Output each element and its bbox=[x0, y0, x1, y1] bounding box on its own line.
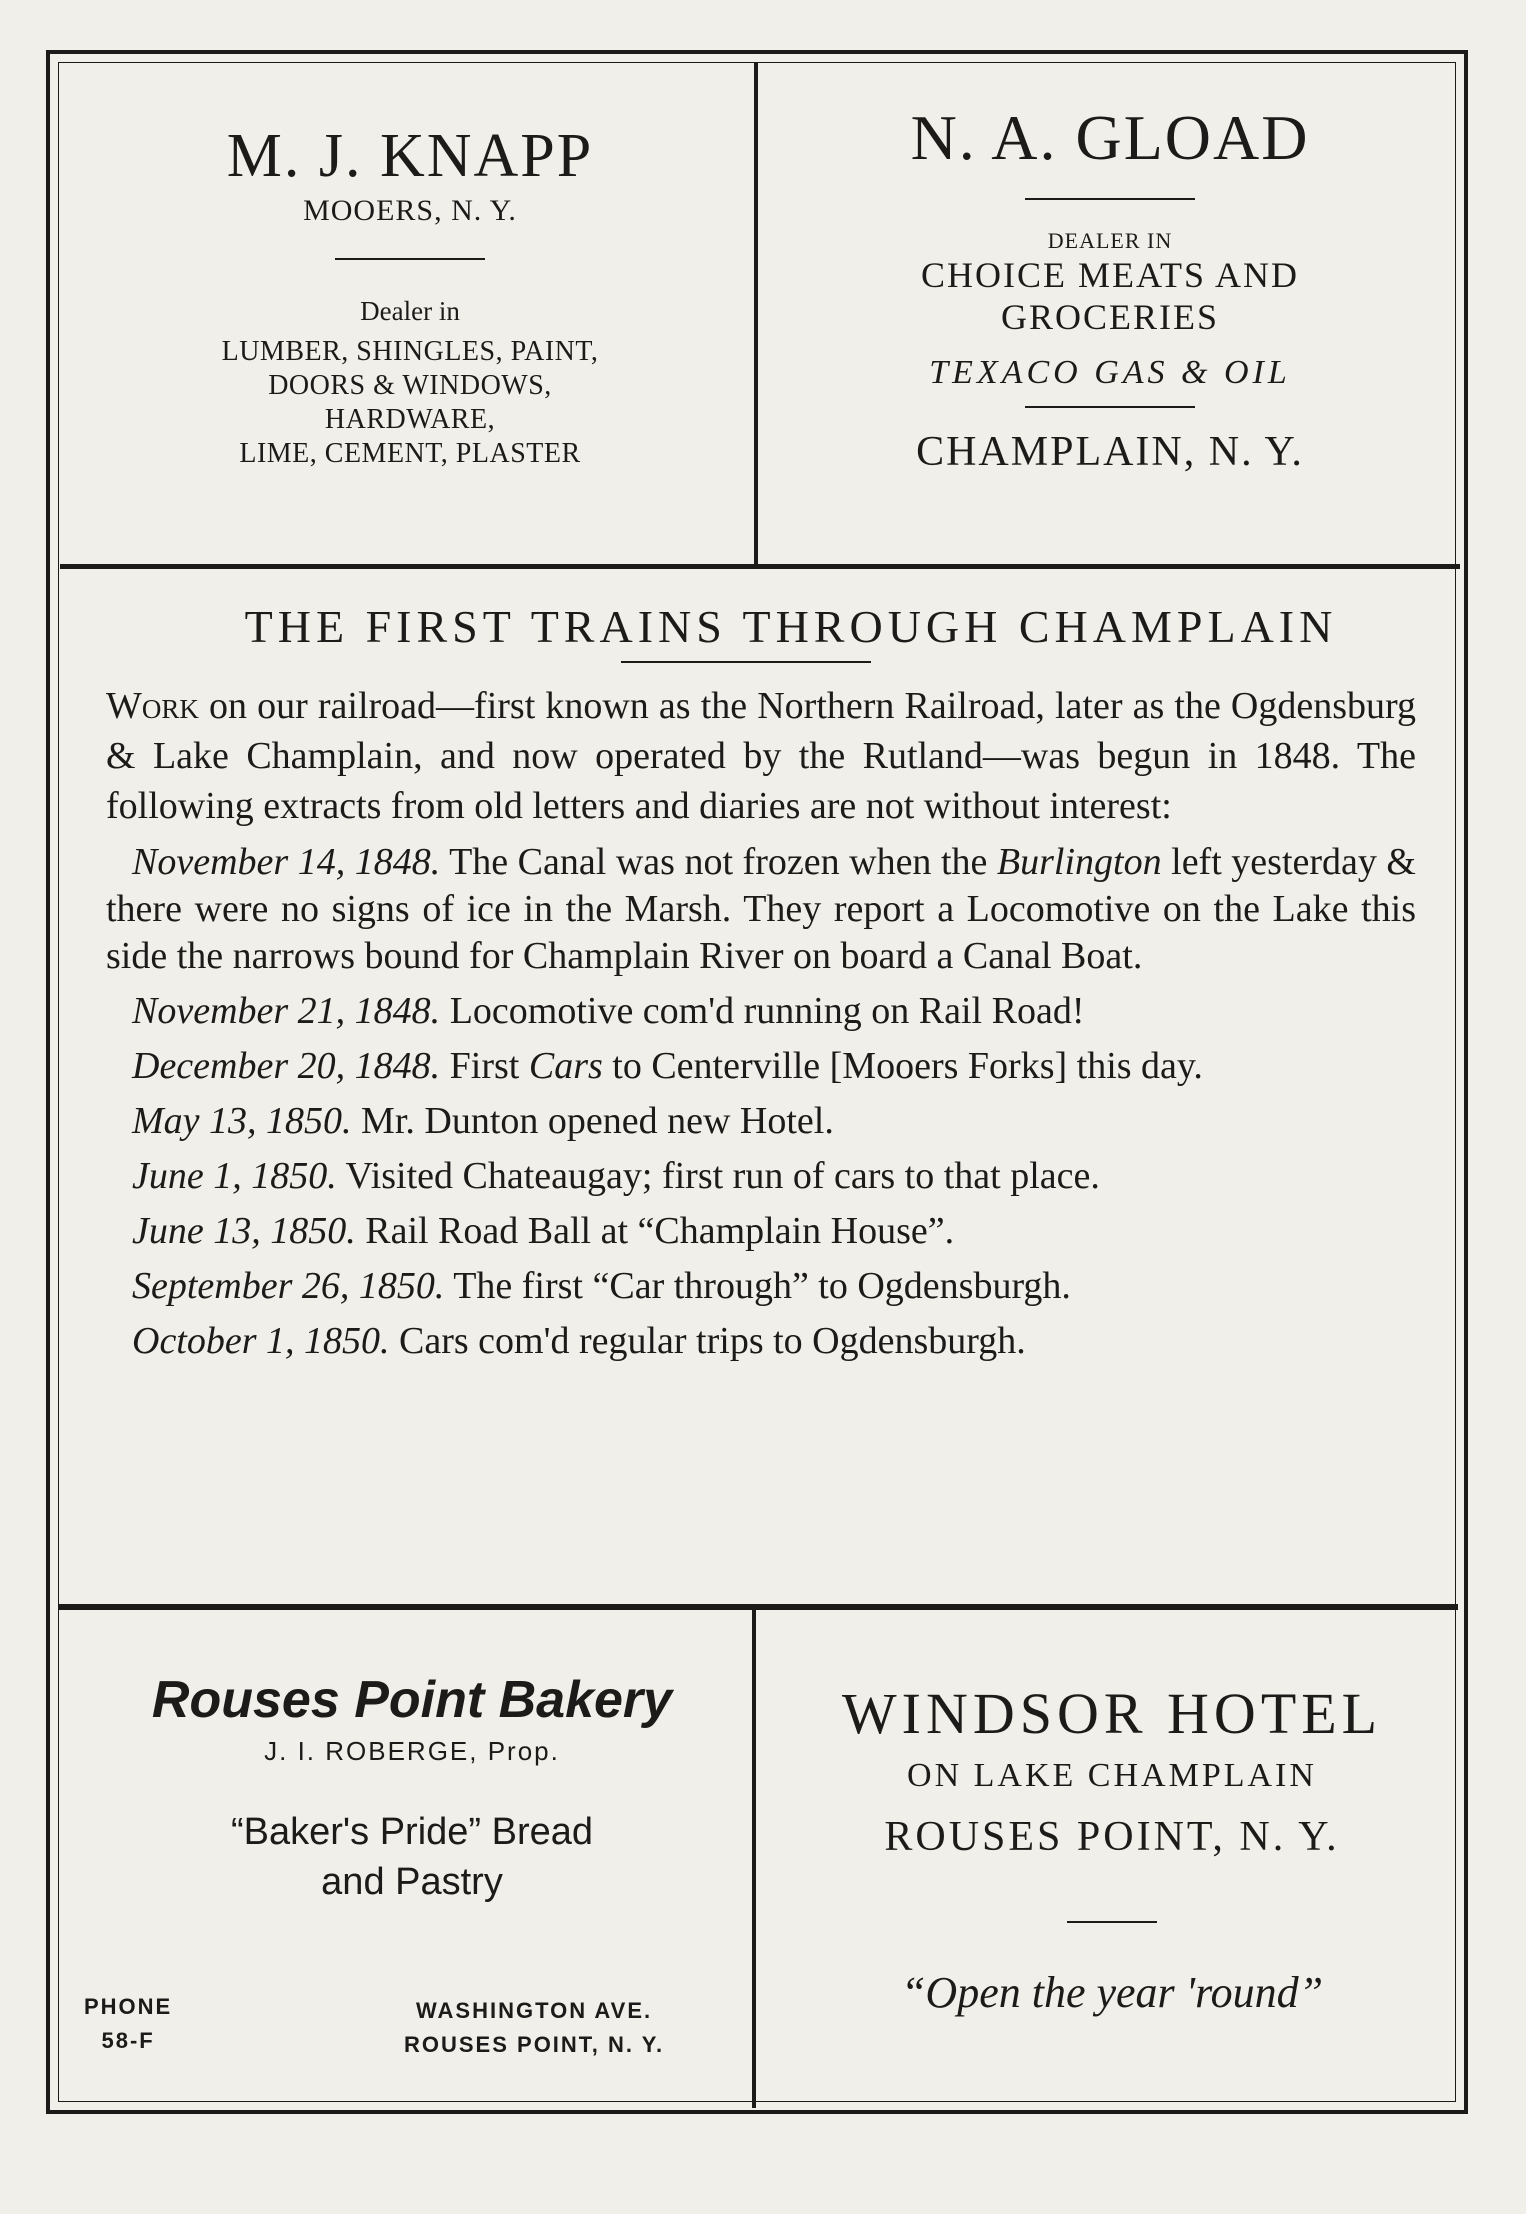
top-section-divider bbox=[60, 564, 1460, 569]
gload-town: CHAMPLAIN, N. Y. bbox=[916, 429, 1304, 475]
diary-entry bbox=[106, 839, 1416, 980]
knapp-name: M. J. KNAPP bbox=[226, 122, 594, 190]
intro-text: on our railroad—first known as the Northern Railroad, later as the Ogdensburg & Lake Champlain, and now operated by the Rutland—was begun in 1848. The following extracts from old letters and diaries are not without interest: bbox=[106, 685, 1416, 827]
phone-label: PHONE bbox=[84, 1994, 173, 2019]
diary-entry bbox=[106, 1098, 1416, 1145]
windsor-slogan: “Open the year 'round” bbox=[900, 1968, 1324, 2017]
windsor-advertisement bbox=[782, 1680, 1442, 2018]
knapp-goods-line: LIME, CEMENT, PLASTER bbox=[239, 438, 581, 469]
diary-entry bbox=[106, 1318, 1416, 1365]
bakery-advertisement bbox=[62, 1670, 762, 1907]
entry-date: June 13, 1850. bbox=[132, 1210, 356, 1252]
knapp-divider bbox=[335, 258, 485, 260]
bakery-proprietor: J. I. ROBERGE, Prop. bbox=[264, 1736, 560, 1766]
diary-entry bbox=[106, 1263, 1416, 1310]
article bbox=[106, 600, 1416, 1365]
knapp-goods-line: LUMBER, SHINGLES, PAINT, bbox=[221, 336, 599, 367]
bakery-address bbox=[404, 1994, 664, 2062]
windsor-town: ROUSES POINT, N. Y. bbox=[884, 1814, 1340, 1860]
knapp-goods-line: DOORS & WINDOWS, bbox=[268, 370, 552, 401]
diary-entry bbox=[106, 1153, 1416, 1200]
entry-date: December 20, 1848. bbox=[132, 1045, 441, 1087]
entry-text: Visited Chateaugay; first run of cars to that place. bbox=[336, 1155, 1100, 1197]
knapp-advertisement bbox=[60, 120, 760, 471]
diary-entry bbox=[106, 1208, 1416, 1255]
entry-text: to Centerville [Mooers Forks] this day. bbox=[602, 1045, 1203, 1087]
knapp-town: MOOERS, N. Y. bbox=[303, 194, 517, 227]
phone-number: 58-F bbox=[101, 2028, 155, 2053]
entry-text: Rail Road Ball at “Champlain House”. bbox=[355, 1210, 955, 1252]
entry-text: Locomotive com'd running on Rail Road! bbox=[440, 990, 1085, 1032]
entry-date: May 13, 1850. bbox=[132, 1100, 352, 1142]
entry-text: The first “Car through” to Ogdensburgh. bbox=[444, 1265, 1071, 1307]
entry-text: Cars com'd regular trips to Ogdensburgh. bbox=[389, 1320, 1026, 1362]
entry-text: left yesterday & there were no signs of ice in the Marsh. They report a Locomotive on the Lake this side the narrows bound for Champlain River on board a Canal Boat. bbox=[106, 841, 1416, 977]
entry-date: November 21, 1848. bbox=[132, 990, 441, 1032]
entry-date: September 26, 1850. bbox=[132, 1265, 445, 1307]
entry-italic-text: Cars bbox=[528, 1045, 603, 1087]
diary-entry bbox=[106, 1043, 1416, 1090]
gload-gas-line: TEXACO GAS & OIL bbox=[929, 354, 1291, 391]
gload-advertisement bbox=[790, 100, 1430, 476]
windsor-name: WINDSOR HOTEL bbox=[841, 1681, 1383, 1746]
address-street: WASHINGTON AVE. bbox=[415, 1998, 653, 2023]
entry-text: The Canal was not frozen when the bbox=[440, 841, 997, 883]
entry-text: First bbox=[440, 1045, 529, 1087]
entry-date: October 1, 1850. bbox=[132, 1320, 390, 1362]
knapp-goods-line: HARDWARE, bbox=[324, 404, 496, 435]
bakery-name: Rouses Point Bakery bbox=[151, 1671, 673, 1729]
entry-italic-text: Burlington bbox=[996, 841, 1162, 883]
title-underline bbox=[621, 661, 871, 663]
bakery-product-line: “Baker's Pride” Bread bbox=[230, 1811, 594, 1853]
bottom-section-divider bbox=[58, 1604, 1458, 1610]
gload-name: N. A. GLOAD bbox=[910, 102, 1310, 173]
intro-lead-word: Work bbox=[106, 685, 199, 727]
diary-entry bbox=[106, 988, 1416, 1035]
gload-divider bbox=[1025, 406, 1195, 408]
entry-date: November 14, 1848. bbox=[132, 841, 441, 883]
knapp-dealer-label: Dealer in bbox=[360, 296, 460, 326]
article-intro bbox=[106, 681, 1416, 831]
gload-goods-line: CHOICE MEATS AND bbox=[920, 255, 1300, 295]
entry-text: Mr. Dunton opened new Hotel. bbox=[351, 1100, 834, 1142]
address-town: ROUSES POINT, N. Y. bbox=[404, 2032, 665, 2057]
entry-date: June 1, 1850. bbox=[132, 1155, 337, 1197]
bakery-product-line: and Pastry bbox=[321, 1861, 503, 1903]
gload-goods-line: GROCERIES bbox=[1000, 297, 1220, 337]
windsor-divider bbox=[1067, 1921, 1157, 1923]
article-title: THE FIRST TRAINS THROUGH CHAMPLAIN bbox=[244, 601, 1338, 652]
bakery-phone bbox=[84, 1990, 172, 2058]
windsor-location: ON LAKE CHAMPLAIN bbox=[907, 1757, 1317, 1794]
gload-divider bbox=[1025, 198, 1195, 200]
diary-entries bbox=[106, 839, 1416, 1365]
gload-dealer-label: DEALER IN bbox=[1047, 228, 1173, 253]
